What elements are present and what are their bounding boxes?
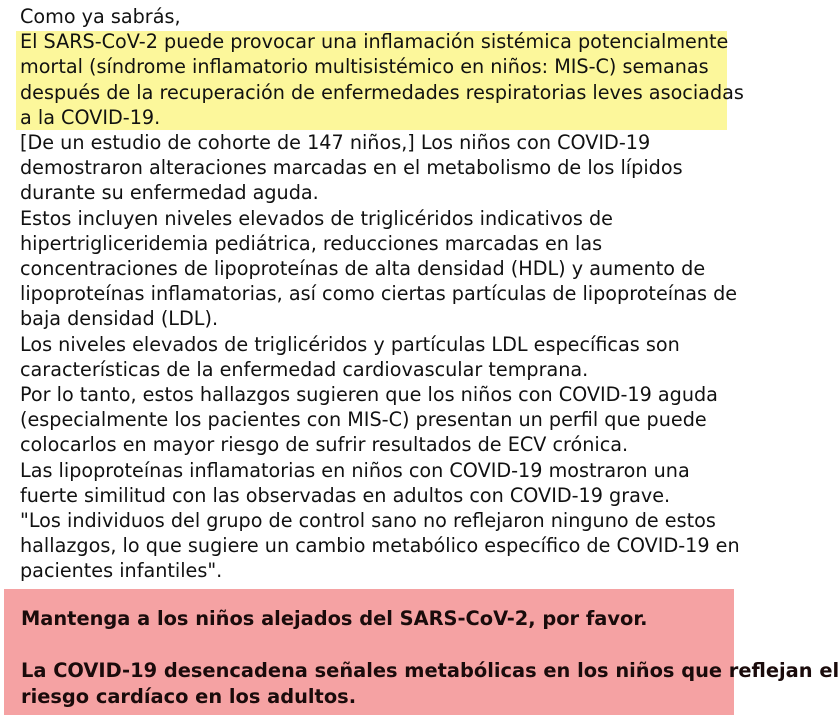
highlighted-line: mortal (síndrome inflamatorio multisistémico en niños: MIS-C) semanas bbox=[20, 55, 709, 79]
body-line: durante su enfermedad aguda. bbox=[20, 181, 319, 205]
greeting-line: Como ya sabrás, bbox=[20, 5, 181, 28]
body-line: "Los individuos del grupo de control sano no reflejaron ninguno de estos bbox=[20, 509, 716, 533]
callout-text bbox=[21, 606, 839, 710]
body-line: colocarlos en mayor riesgo de sufrir resultados de ECV crónica. bbox=[20, 433, 629, 457]
callout-line: riesgo cardíaco en los adultos. bbox=[21, 685, 357, 708]
document-body bbox=[20, 4, 744, 584]
body-line: Las lipoproteínas inflamatorias en niños con COVID-19 mostraron una bbox=[20, 458, 690, 482]
body-line: (especialmente los pacientes con MIS-C) presentan un perfil que puede bbox=[20, 408, 707, 432]
highlighted-line: El SARS-CoV-2 puede provocar una inflamación sistémica potencialmente bbox=[20, 30, 729, 54]
body-line: lipoproteínas inflamatorias, así como ciertas partículas de lipoproteínas de bbox=[20, 282, 738, 306]
body-line: concentraciones de lipoproteínas de alta densidad (HDL) y aumento de bbox=[20, 257, 706, 281]
body-line: demostraron alteraciones marcadas en el metabolismo de los lípidos bbox=[20, 156, 683, 180]
body-line: hipertrigliceridemia pediátrica, reducciones marcadas en las bbox=[20, 231, 603, 255]
body-line: baja densidad (LDL). bbox=[20, 307, 219, 331]
callout-line: La COVID-19 desencadena señales metabólicas en los niños que reflejan el bbox=[21, 659, 839, 682]
body-line: [De un estudio de cohorte de 147 niños,] Los niños con COVID-19 bbox=[20, 131, 651, 155]
highlighted-line: después de la recuperación de enfermedades respiratorias leves asociadas bbox=[20, 80, 744, 104]
body-line: Los niveles elevados de triglicéridos y partículas LDL específicas son bbox=[20, 332, 680, 356]
body-line: pacientes infantiles". bbox=[20, 559, 223, 583]
body-line: hallazgos, lo que sugiere un cambio metabólico específico de COVID-19 en bbox=[20, 534, 740, 558]
body-line: características de la enfermedad cardiovascular temprana. bbox=[20, 357, 589, 381]
body-line: Estos incluyen niveles elevados de triglicéridos indicativos de bbox=[20, 206, 613, 230]
callout-spacer bbox=[21, 632, 839, 658]
highlighted-line: a la COVID-19. bbox=[20, 105, 161, 129]
body-line: Por lo tanto, estos hallazgos sugieren que los niños con COVID-19 aguda bbox=[20, 383, 718, 407]
callout-line: Mantenga a los niños alejados del SARS-CoV-2, por favor. bbox=[21, 607, 648, 630]
body-line: fuerte similitud con las observadas en adultos con COVID-19 grave. bbox=[20, 483, 671, 507]
